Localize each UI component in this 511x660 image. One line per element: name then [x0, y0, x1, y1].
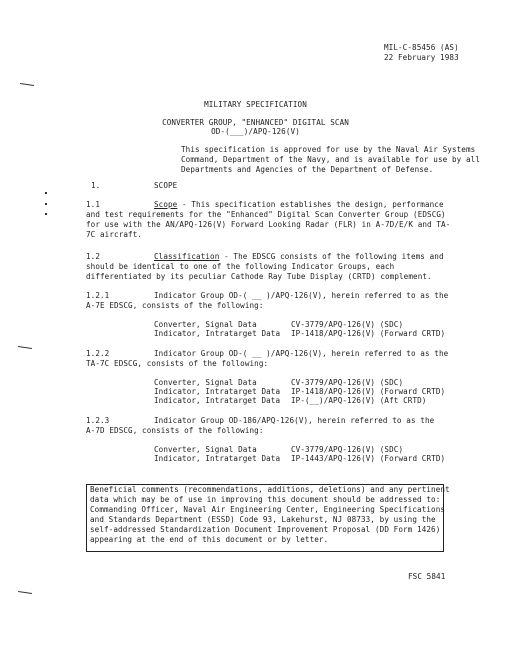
item-name: Indicator, Intratarget Data: [154, 396, 281, 405]
item-part: IP-(__)/APQ-126(V) (Aft CRTD): [291, 396, 427, 405]
spec-designation: OD-(___)/APQ-126(V): [211, 127, 300, 136]
section-title: SCOPE: [154, 181, 178, 190]
notice-line: self-addressed Standardization Document Improvement Proposal (DD Form 1426): [90, 525, 441, 534]
notice-line: data which may be of use in improving this document should be addressed to:: [90, 495, 441, 504]
item-part: IP-1418/APQ-126(V) (Forward CRTD): [291, 387, 446, 396]
document-id: MIL-C-85456 (AS): [384, 43, 459, 52]
para-heading: Scope: [154, 200, 178, 209]
scan-mark: [45, 192, 47, 194]
para-line: and test requirements for the "Enhanced" Digital Scan Converter Group (EDSCG): [86, 210, 446, 219]
item-name: Indicator, Intratarget Data: [154, 329, 281, 338]
para-line: differentiated by its peculiar Cathode Ray Tube Display (CRTD) complement.: [86, 272, 432, 281]
item-part: IP-1443/APQ-126(V) (Forward CRTD): [291, 454, 446, 463]
para-line: should be identical to one of the following Indicator Groups, each: [86, 262, 395, 271]
approval-line: This specification is approved for use by the Naval Air Systems: [181, 145, 476, 154]
para-number: 1.2.1: [86, 291, 110, 300]
spec-heading: MILITARY SPECIFICATION: [204, 100, 307, 109]
para-line: A-7E EDSCG, consists of the following:: [86, 301, 264, 310]
para-line: 7C aircraft.: [86, 230, 143, 239]
notice-line: and Standards Department (ESSD) Code 93, Lakehurst, NJ 08733, by using the: [90, 515, 436, 524]
notice-line: appearing at the end of this document or by letter.: [90, 535, 329, 544]
notice-line: Commanding Officer, Naval Air Engineering Center, Engineering Specifications: [90, 505, 446, 514]
para-line: for use with the AN/APQ-126(V) Forward Looking Radar (FLR) in A-7D/E/K and TA-: [86, 220, 451, 229]
notice-line: Beneficial comments (recommendations, additions, deletions) and any pertinent: [90, 485, 450, 494]
para-number: 1.1: [86, 200, 101, 209]
item-name: Converter, Signal Data: [154, 378, 257, 387]
scan-mark: [45, 203, 47, 205]
para-number: 1.2.3: [86, 416, 110, 425]
approval-line: Command, Department of the Navy, and is available for use by all: [181, 155, 480, 164]
para-first-line: Classification - The EDSCG consists of the following items and: [154, 252, 444, 261]
document-date: 22 February 1983: [384, 53, 459, 62]
scan-mark: [18, 591, 32, 594]
para-heading: Classification: [154, 252, 220, 261]
para-line: TA-7C EDSCG, consists of the following:: [86, 359, 269, 368]
item-part: CV-3779/APQ-126(V) (SDC): [291, 320, 404, 329]
item-part: CV-3779/APQ-126(V) (SDC): [291, 445, 404, 454]
para-number: 1.2.2: [86, 349, 110, 358]
scan-mark: [20, 83, 34, 86]
scan-mark: [18, 346, 32, 349]
item-name: Converter, Signal Data: [154, 320, 257, 329]
fsc-code: FSC 5841: [408, 572, 446, 581]
approval-line: Departments and Agencies of the Department of Defense.: [181, 165, 434, 174]
para-first-line: Indicator Group OD-( __ )/APQ-126(V), herein referred to as the: [154, 291, 449, 300]
item-name: Converter, Signal Data: [154, 445, 257, 454]
spec-title: CONVERTER GROUP, "ENHANCED" DIGITAL SCAN: [162, 118, 349, 127]
para-line: A-7D EDSCG, consists of the following:: [86, 426, 264, 435]
section-number: 1.: [91, 181, 101, 190]
item-name: Indicator, Intratarget Data: [154, 454, 281, 463]
para-first-line: Scope - This specification establishes the design, performance: [154, 200, 444, 209]
item-name: Indicator, Intratarget Data: [154, 387, 281, 396]
scan-mark: [45, 213, 47, 215]
para-number: 1.2: [86, 252, 101, 261]
item-part: IP-1418/APQ-126(V) (Forward CRTD): [291, 329, 446, 338]
para-first-line: Indicator Group OD-186/APQ-126(V), herein referred to as the: [154, 416, 435, 425]
para-first-line: Indicator Group OD-( __ )/APQ-126(V), herein referred to as the: [154, 349, 449, 358]
item-part: CV-3779/APQ-126(V) (SDC): [291, 378, 404, 387]
